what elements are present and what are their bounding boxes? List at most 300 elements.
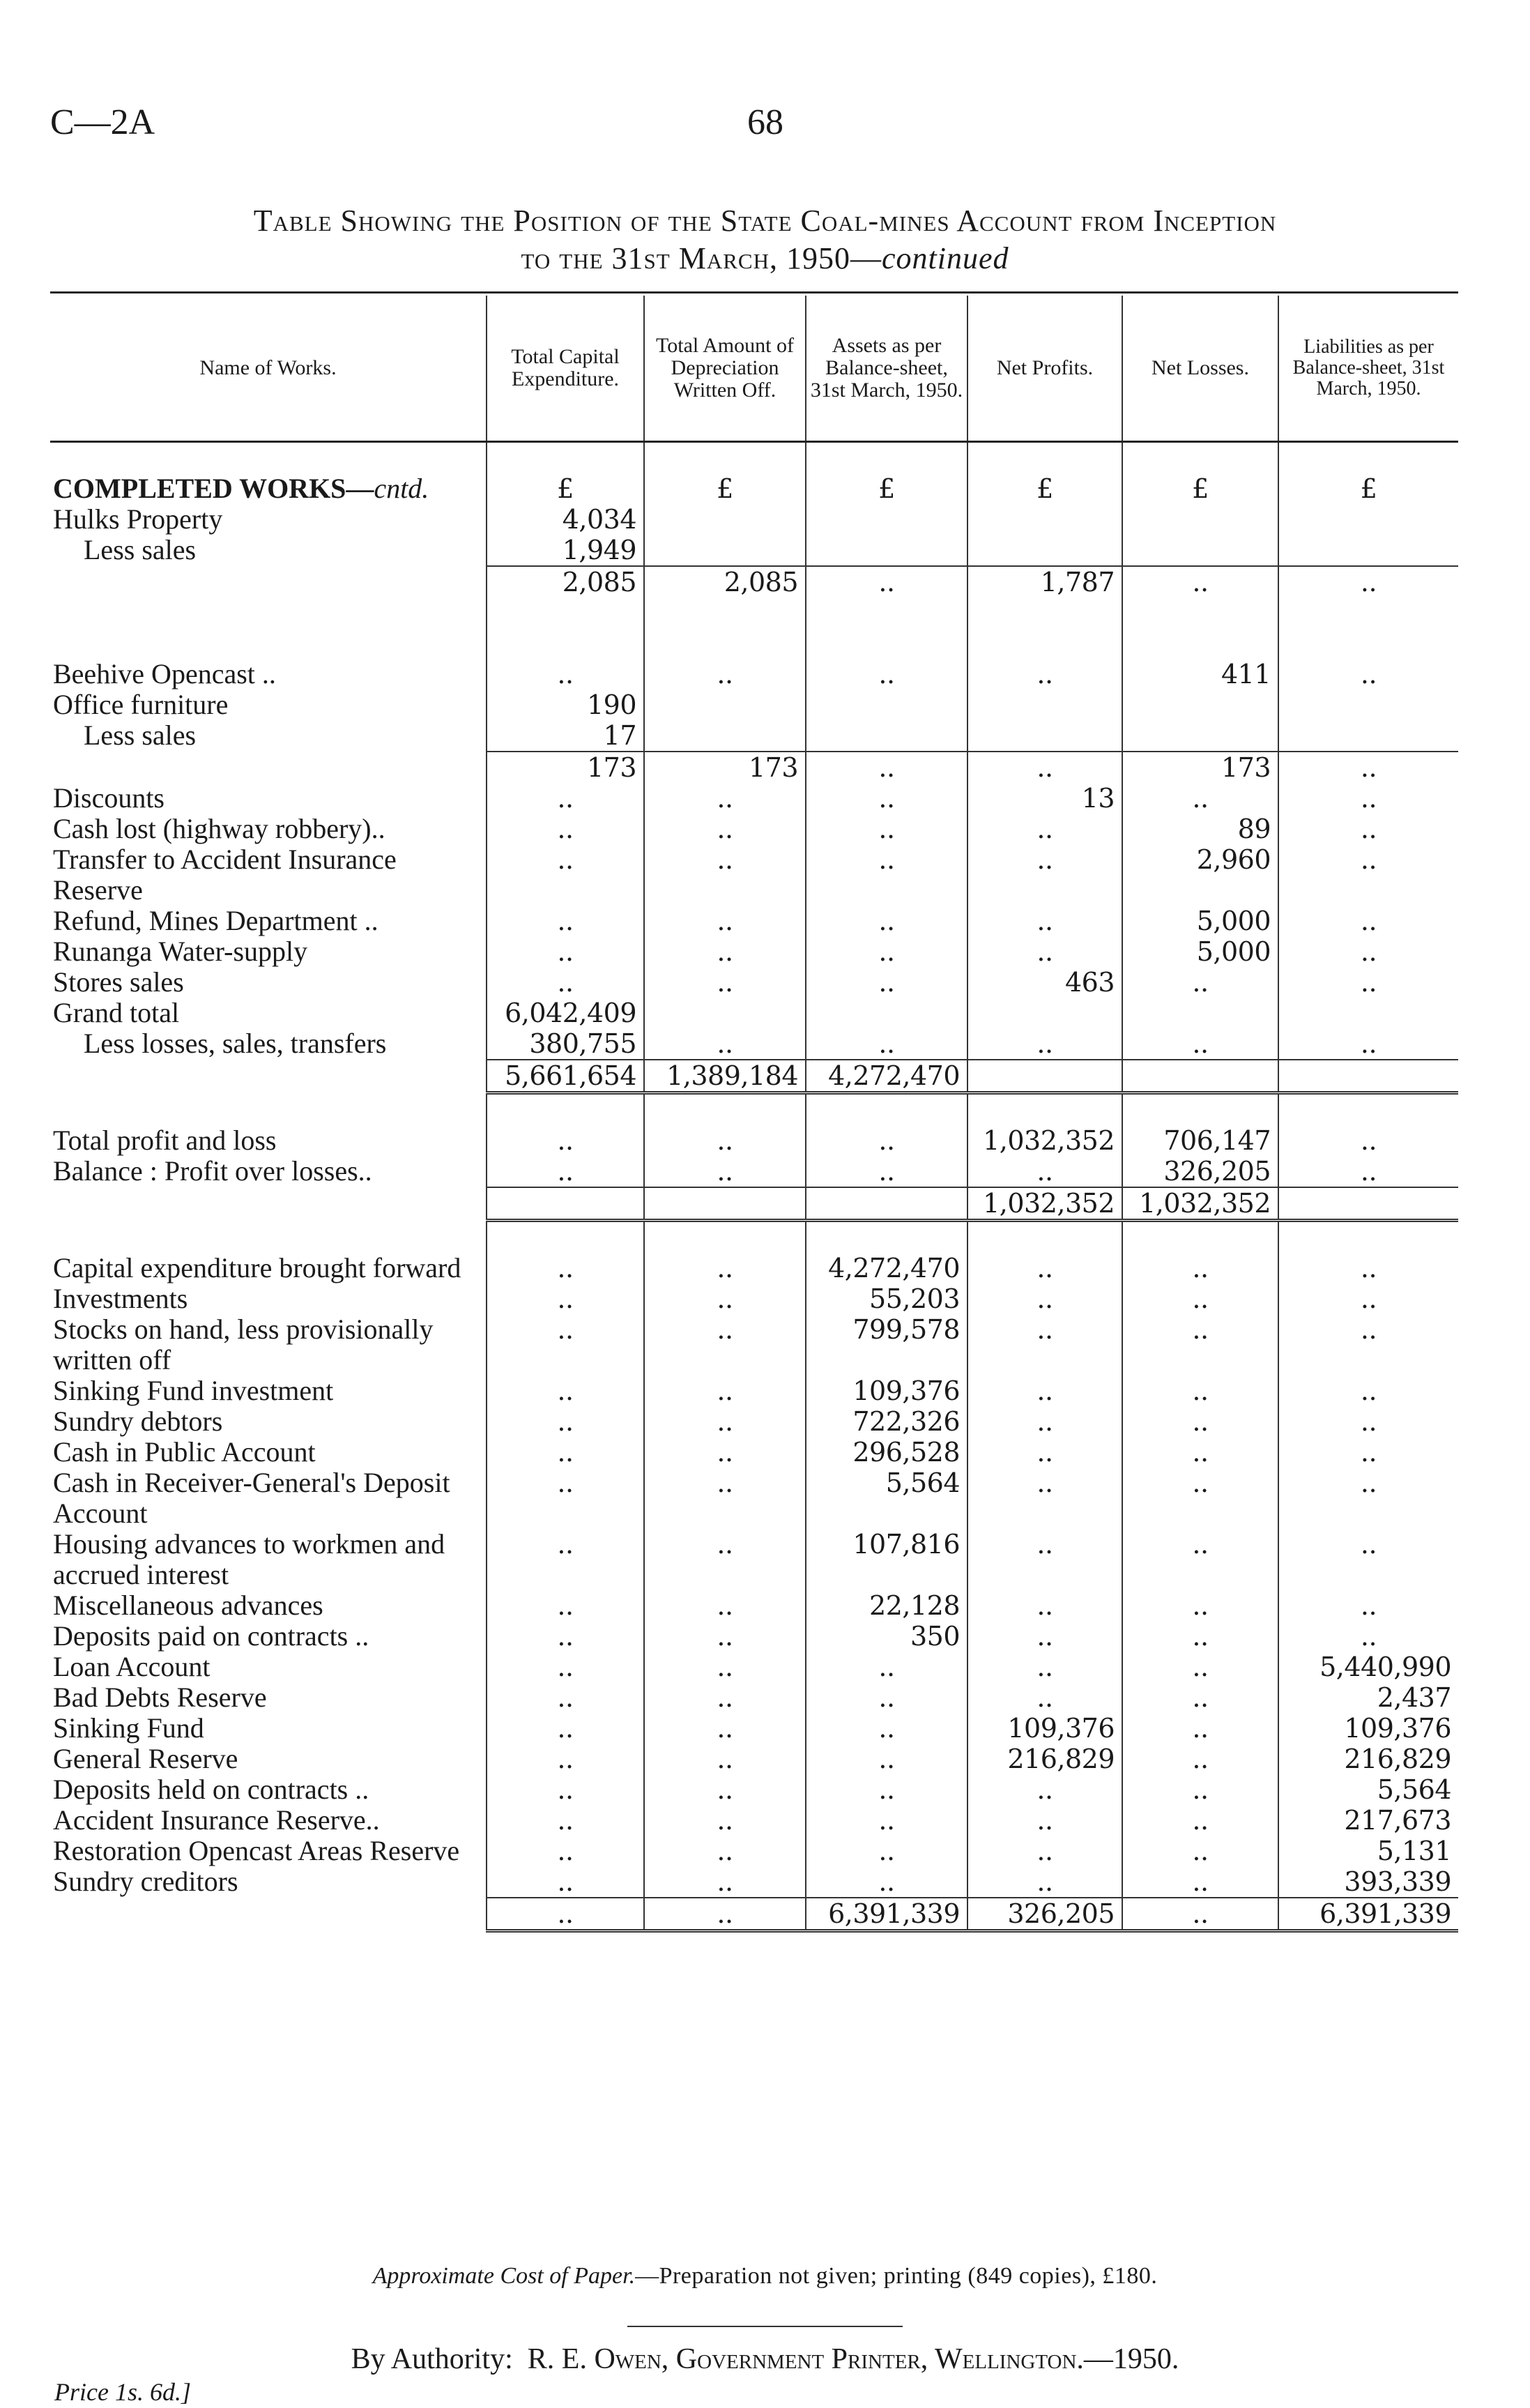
cell-losses: 89 xyxy=(1122,814,1278,844)
row-label: Total profit and loss xyxy=(53,1125,277,1156)
cell-depreciation: 173 xyxy=(644,752,806,783)
row-label: Cash lost (highway robbery).. xyxy=(53,813,385,844)
cell-capital: .. xyxy=(487,1836,644,1866)
cell-capital: .. xyxy=(487,814,644,844)
cell-depreciation: .. xyxy=(644,1866,806,1898)
row-label: Cash in Receiver-General's Deposit Account xyxy=(53,1467,450,1529)
cell-depreciation: .. xyxy=(644,1590,806,1621)
cell-capital: .. xyxy=(487,1774,644,1805)
subtotal-row xyxy=(50,1898,1458,1931)
col-name-of-works: Name of Works. xyxy=(50,296,487,442)
cell-losses: .. xyxy=(1122,1283,1278,1314)
row-label: Deposits held on contracts .. xyxy=(53,1774,369,1805)
table-row xyxy=(50,814,1458,844)
cell-profits: .. xyxy=(967,1621,1122,1652)
cell-assets: .. xyxy=(806,1156,967,1187)
cell-capital: 2,085 xyxy=(487,566,644,597)
spacer-row xyxy=(50,442,1458,474)
cell-profits: .. xyxy=(967,1376,1122,1406)
cell-capital: .. xyxy=(487,1253,644,1283)
row-label: Transfer to Accident Insurance Reserve xyxy=(53,844,397,906)
cell-assets: 4,272,470 xyxy=(806,1060,967,1093)
cell-liabilities: .. xyxy=(1278,1468,1458,1529)
cell-capital: .. xyxy=(487,1156,644,1187)
row-label: Loan Account xyxy=(53,1651,211,1682)
cell-liabilities: .. xyxy=(1278,814,1458,844)
cell-profits: .. xyxy=(967,1314,1122,1376)
row-label: Discounts xyxy=(53,782,165,814)
cell-losses: .. xyxy=(1122,1836,1278,1866)
cell-capital: 17 xyxy=(487,720,644,752)
cell-capital: .. xyxy=(487,906,644,936)
cell-depreciation: 2,085 xyxy=(644,566,806,597)
cell-losses: .. xyxy=(1122,1406,1278,1437)
currency-symbol: £ xyxy=(1278,473,1458,504)
cell-assets: .. xyxy=(806,844,967,906)
cell-losses: 2,960 xyxy=(1122,844,1278,906)
cell-profits xyxy=(967,1060,1122,1093)
col-depreciation: Total Amount of Depreciation Written Off. xyxy=(644,296,806,442)
table-row xyxy=(50,1866,1458,1898)
cell-losses: .. xyxy=(1122,1253,1278,1283)
cell-depreciation: .. xyxy=(644,1437,806,1468)
cell-assets: .. xyxy=(806,936,967,967)
cell-capital: .. xyxy=(487,1314,644,1376)
cell-losses: .. xyxy=(1122,783,1278,814)
cell-losses: .. xyxy=(1122,1621,1278,1652)
page-header xyxy=(50,102,1458,151)
cell-assets: 5,564 xyxy=(806,1468,967,1529)
cell-profits: 1,032,352 xyxy=(967,1125,1122,1156)
table-row xyxy=(50,1376,1458,1406)
row-label: Less losses, sales, transfers xyxy=(84,1028,387,1059)
cell-losses: 326,205 xyxy=(1122,1156,1278,1187)
cell-assets: 107,816 xyxy=(806,1529,967,1590)
cell-capital: .. xyxy=(487,1652,644,1682)
table-row xyxy=(50,1253,1458,1283)
cell-assets xyxy=(806,504,967,535)
cell-losses: .. xyxy=(1122,1866,1278,1898)
cell-capital: 6,042,409 xyxy=(487,998,644,1028)
cell-liabilities xyxy=(1278,504,1458,535)
cell-capital: .. xyxy=(487,1406,644,1437)
row-label: Runanga Water-supply xyxy=(53,936,308,967)
cell-capital: .. xyxy=(487,1125,644,1156)
cell-depreciation: .. xyxy=(644,1028,806,1060)
subtotal-row xyxy=(50,752,1458,783)
table-row xyxy=(50,1774,1458,1805)
table-row xyxy=(50,1682,1458,1713)
coal-mines-account-table xyxy=(50,296,1458,1933)
cell-liabilities xyxy=(1278,1060,1458,1093)
cell-assets xyxy=(806,998,967,1028)
cell-assets: 55,203 xyxy=(806,1283,967,1314)
cell-losses: .. xyxy=(1122,967,1278,998)
cell-liabilities: 5,564 xyxy=(1278,1774,1458,1805)
row-label xyxy=(50,1187,487,1221)
cell-assets xyxy=(806,720,967,752)
imprint-rule xyxy=(627,2326,903,2327)
cell-capital: .. xyxy=(487,1529,644,1590)
cell-profits: .. xyxy=(967,906,1122,936)
subtotal-row xyxy=(50,1060,1458,1093)
cell-liabilities: 2,437 xyxy=(1278,1682,1458,1713)
row-label: Miscellaneous advances xyxy=(53,1590,323,1621)
cell-depreciation: .. xyxy=(644,1468,806,1529)
cell-profits: .. xyxy=(967,1836,1122,1866)
cell-assets: .. xyxy=(806,1836,967,1866)
table-body xyxy=(50,442,1458,1931)
cell-capital: .. xyxy=(487,1898,644,1931)
cell-profits: .. xyxy=(967,1682,1122,1713)
cell-liabilities: .. xyxy=(1278,1590,1458,1621)
cell-assets: .. xyxy=(806,1028,967,1060)
table-row xyxy=(50,1028,1458,1060)
cell-liabilities: .. xyxy=(1278,967,1458,998)
cell-profits: .. xyxy=(967,1652,1122,1682)
cell-liabilities: .. xyxy=(1278,783,1458,814)
cell-liabilities xyxy=(1278,535,1458,566)
cell-capital xyxy=(487,1187,644,1221)
cell-depreciation: .. xyxy=(644,814,806,844)
imprint: By Authority: R. E. Owen, Government Printer, Wellington.—1950. xyxy=(351,2343,1179,2375)
cell-losses xyxy=(1122,535,1278,566)
cell-profits: 463 xyxy=(967,967,1122,998)
page-number: 68 xyxy=(747,102,783,142)
cell-losses: .. xyxy=(1122,1468,1278,1529)
col-assets: Assets as per Balance-sheet, 31st March, 1950. xyxy=(806,296,967,442)
cell-depreciation: .. xyxy=(644,844,806,906)
cell-liabilities: .. xyxy=(1278,1406,1458,1437)
cell-capital: .. xyxy=(487,1468,644,1529)
cell-capital: 4,034 xyxy=(487,504,644,535)
row-label: Capital expenditure brought forward xyxy=(53,1252,461,1283)
cell-capital: .. xyxy=(487,1713,644,1744)
cell-liabilities: .. xyxy=(1278,752,1458,783)
cell-liabilities: .. xyxy=(1278,1529,1458,1590)
table-row xyxy=(50,1805,1458,1836)
cell-losses: .. xyxy=(1122,1314,1278,1376)
cell-losses: .. xyxy=(1122,566,1278,597)
cell-assets xyxy=(806,1187,967,1221)
row-label: Less sales xyxy=(84,534,197,565)
cell-profits: .. xyxy=(967,814,1122,844)
cell-assets: .. xyxy=(806,1713,967,1744)
row-label: Balance : Profit over losses.. xyxy=(53,1155,372,1187)
cell-liabilities xyxy=(1278,1187,1458,1221)
cell-losses: .. xyxy=(1122,1590,1278,1621)
cost-of-paper-note: Approximate Cost of Paper.—Preparation not given; printing (849 copies), £180. xyxy=(372,2263,1158,2289)
col-capital-expenditure: Total Capital Expenditure. xyxy=(487,296,644,442)
section-heading-row xyxy=(50,473,1458,504)
cell-profits: .. xyxy=(967,1805,1122,1836)
cell-losses: .. xyxy=(1122,1774,1278,1805)
cell-capital: .. xyxy=(487,1682,644,1713)
cell-profits xyxy=(967,998,1122,1028)
cell-depreciation xyxy=(644,689,806,720)
cell-depreciation: .. xyxy=(644,1898,806,1931)
table-row xyxy=(50,1314,1458,1376)
cell-liabilities: .. xyxy=(1278,844,1458,906)
cell-profits: .. xyxy=(967,752,1122,783)
cell-capital: 173 xyxy=(487,752,644,783)
cell-capital: 1,949 xyxy=(487,535,644,566)
table-row xyxy=(50,1652,1458,1682)
table-row xyxy=(50,1125,1458,1156)
table-row xyxy=(50,906,1458,936)
cell-depreciation: .. xyxy=(644,1682,806,1713)
subtotal-row xyxy=(50,566,1458,597)
cell-depreciation: .. xyxy=(644,1156,806,1187)
table-row xyxy=(50,1468,1458,1529)
cell-profits: .. xyxy=(967,659,1122,689)
cell-capital: 5,661,654 xyxy=(487,1060,644,1093)
cell-depreciation: 1,389,184 xyxy=(644,1060,806,1093)
cell-assets: .. xyxy=(806,1125,967,1156)
cell-liabilities: .. xyxy=(1278,659,1458,689)
cell-assets: 296,528 xyxy=(806,1437,967,1468)
row-label: Housing advances to workmen and accrued interest xyxy=(53,1528,445,1590)
cell-assets: .. xyxy=(806,1774,967,1805)
cell-assets: .. xyxy=(806,1866,967,1898)
table-row xyxy=(50,1529,1458,1590)
currency-symbol: £ xyxy=(1122,473,1278,504)
cell-liabilities: 216,829 xyxy=(1278,1744,1458,1774)
cell-liabilities xyxy=(1278,998,1458,1028)
cell-losses: 5,000 xyxy=(1122,936,1278,967)
cell-liabilities: 5,440,990 xyxy=(1278,1652,1458,1682)
cell-profits: 326,205 xyxy=(967,1898,1122,1931)
cell-assets: .. xyxy=(806,906,967,936)
cell-liabilities: .. xyxy=(1278,1156,1458,1187)
cell-assets: 22,128 xyxy=(806,1590,967,1621)
cell-capital: .. xyxy=(487,844,644,906)
cell-profits xyxy=(967,720,1122,752)
spacer-row xyxy=(50,597,1458,628)
cell-depreciation: .. xyxy=(644,1529,806,1590)
cell-assets: .. xyxy=(806,1805,967,1836)
row-label: Sinking Fund investment xyxy=(53,1375,334,1406)
cell-losses: .. xyxy=(1122,1682,1278,1713)
cell-profits xyxy=(967,689,1122,720)
document-reference: C—2A xyxy=(50,102,155,142)
row-label: Investments xyxy=(53,1283,188,1314)
cell-losses: .. xyxy=(1122,1028,1278,1060)
cell-assets xyxy=(806,689,967,720)
cell-capital: .. xyxy=(487,967,644,998)
cell-depreciation xyxy=(644,535,806,566)
cell-assets: .. xyxy=(806,967,967,998)
cell-losses: .. xyxy=(1122,1437,1278,1468)
table-row xyxy=(50,998,1458,1028)
cell-profits: .. xyxy=(967,1590,1122,1621)
row-label: Accident Insurance Reserve.. xyxy=(53,1804,380,1836)
cell-assets: 4,272,470 xyxy=(806,1253,967,1283)
table-row xyxy=(50,1621,1458,1652)
cell-depreciation: .. xyxy=(644,936,806,967)
table-row xyxy=(50,504,1458,535)
cell-losses: 173 xyxy=(1122,752,1278,783)
cell-liabilities: .. xyxy=(1278,1283,1458,1314)
cell-depreciation: .. xyxy=(644,1713,806,1744)
cell-capital: .. xyxy=(487,1283,644,1314)
cell-assets: 350 xyxy=(806,1621,967,1652)
row-label: Bad Debts Reserve xyxy=(53,1682,267,1713)
cell-profits: .. xyxy=(967,1283,1122,1314)
cell-depreciation: .. xyxy=(644,659,806,689)
row-label: Beehive Opencast .. xyxy=(53,658,276,689)
table-row xyxy=(50,967,1458,998)
cell-profits: .. xyxy=(967,1406,1122,1437)
row-label: Sundry debtors xyxy=(53,1405,223,1437)
cell-assets: 109,376 xyxy=(806,1376,967,1406)
cell-profits xyxy=(967,504,1122,535)
currency-symbol: £ xyxy=(644,473,806,504)
cell-liabilities: 6,391,339 xyxy=(1278,1898,1458,1931)
cell-liabilities: 5,131 xyxy=(1278,1836,1458,1866)
table-row xyxy=(50,1836,1458,1866)
cell-assets: 722,326 xyxy=(806,1406,967,1437)
cell-losses xyxy=(1122,504,1278,535)
cell-depreciation xyxy=(644,1187,806,1221)
row-label: Sinking Fund xyxy=(53,1712,204,1744)
top-rule xyxy=(50,291,1458,294)
cell-depreciation: .. xyxy=(644,1376,806,1406)
cell-liabilities: .. xyxy=(1278,906,1458,936)
cell-profits: .. xyxy=(967,844,1122,906)
row-label: Restoration Opencast Areas Reserve xyxy=(53,1835,460,1866)
cell-depreciation: .. xyxy=(644,1652,806,1682)
row-label: Office furniture xyxy=(53,689,229,720)
cell-depreciation: .. xyxy=(644,783,806,814)
row-label xyxy=(50,1060,487,1093)
cell-losses xyxy=(1122,1060,1278,1093)
col-liabilities: Liabilities as per Balance-sheet, 31st March, 1950. xyxy=(1278,296,1458,442)
cell-losses: .. xyxy=(1122,1652,1278,1682)
table-row xyxy=(50,783,1458,814)
row-label: Grand total xyxy=(53,997,180,1028)
cell-capital: .. xyxy=(487,659,644,689)
cell-capital: .. xyxy=(487,783,644,814)
table-title xyxy=(0,202,1530,277)
cell-profits: .. xyxy=(967,1253,1122,1283)
section-heading: COMPLETED WORKS—cntd. xyxy=(53,473,429,504)
cell-assets: .. xyxy=(806,1652,967,1682)
cell-assets: .. xyxy=(806,1682,967,1713)
cell-capital: .. xyxy=(487,1437,644,1468)
cell-depreciation: .. xyxy=(644,1253,806,1283)
cell-liabilities: .. xyxy=(1278,1125,1458,1156)
cell-assets: 799,578 xyxy=(806,1314,967,1376)
cell-liabilities xyxy=(1278,720,1458,752)
cell-liabilities: .. xyxy=(1278,1028,1458,1060)
table-row xyxy=(50,1437,1458,1468)
row-label: Less sales xyxy=(84,719,197,751)
cell-losses: .. xyxy=(1122,1805,1278,1836)
cell-profits: .. xyxy=(967,936,1122,967)
cell-liabilities: .. xyxy=(1278,1253,1458,1283)
table-row xyxy=(50,720,1458,752)
cell-depreciation: .. xyxy=(644,1406,806,1437)
cell-assets: .. xyxy=(806,814,967,844)
cell-liabilities: .. xyxy=(1278,936,1458,967)
cell-assets: .. xyxy=(806,752,967,783)
cell-losses: 411 xyxy=(1122,659,1278,689)
cell-depreciation: .. xyxy=(644,1283,806,1314)
cell-losses: 5,000 xyxy=(1122,906,1278,936)
cell-profits: .. xyxy=(967,1468,1122,1529)
spacer-row xyxy=(50,1093,1458,1126)
cell-losses: .. xyxy=(1122,1529,1278,1590)
table-row xyxy=(50,1156,1458,1187)
row-label: Refund, Mines Department .. xyxy=(53,905,378,936)
cell-depreciation: .. xyxy=(644,1836,806,1866)
table-row xyxy=(50,1744,1458,1774)
cell-depreciation xyxy=(644,720,806,752)
title-line-2: to the 31st March, 1950—continued xyxy=(521,241,1009,275)
cell-profits: .. xyxy=(967,1437,1122,1468)
table-row xyxy=(50,659,1458,689)
cell-losses: 1,032,352 xyxy=(1122,1187,1278,1221)
table-row xyxy=(50,1590,1458,1621)
cell-liabilities: 217,673 xyxy=(1278,1805,1458,1836)
cell-capital: .. xyxy=(487,1866,644,1898)
table-row xyxy=(50,1406,1458,1437)
cell-assets: .. xyxy=(806,783,967,814)
row-label xyxy=(50,1898,487,1931)
cell-profits: .. xyxy=(967,1774,1122,1805)
cell-profits: .. xyxy=(967,1156,1122,1187)
cell-capital: .. xyxy=(487,1744,644,1774)
cell-depreciation xyxy=(644,504,806,535)
cell-liabilities: .. xyxy=(1278,1437,1458,1468)
currency-symbol: £ xyxy=(967,473,1122,504)
row-label: Hulks Property xyxy=(53,503,223,535)
cell-capital: .. xyxy=(487,936,644,967)
row-label xyxy=(50,566,487,597)
cell-capital: .. xyxy=(487,1621,644,1652)
cell-depreciation: .. xyxy=(644,1125,806,1156)
col-net-losses: Net Losses. xyxy=(1122,296,1278,442)
table-row xyxy=(50,1283,1458,1314)
cell-depreciation: .. xyxy=(644,1744,806,1774)
cell-profits: 109,376 xyxy=(967,1713,1122,1744)
table-row xyxy=(50,936,1458,967)
row-label: Stocks on hand, less provisionally written off xyxy=(53,1313,434,1376)
cell-depreciation: .. xyxy=(644,906,806,936)
cell-capital: .. xyxy=(487,1805,644,1836)
cell-depreciation: .. xyxy=(644,1805,806,1836)
currency-symbol: £ xyxy=(487,473,644,504)
cell-assets: .. xyxy=(806,659,967,689)
cell-assets xyxy=(806,535,967,566)
cell-losses: .. xyxy=(1122,1376,1278,1406)
cell-depreciation: .. xyxy=(644,1621,806,1652)
cell-losses xyxy=(1122,998,1278,1028)
cell-capital: .. xyxy=(487,1376,644,1406)
cell-losses xyxy=(1122,689,1278,720)
cell-profits: 13 xyxy=(967,783,1122,814)
currency-symbol: £ xyxy=(806,473,967,504)
cell-profits: 1,032,352 xyxy=(967,1187,1122,1221)
cell-profits xyxy=(967,535,1122,566)
cell-profits: 216,829 xyxy=(967,1744,1122,1774)
price: Price 1s. 6d.] xyxy=(54,2378,191,2406)
cell-profits: 1,787 xyxy=(967,566,1122,597)
cell-depreciation: .. xyxy=(644,1774,806,1805)
row-label: Deposits paid on contracts .. xyxy=(53,1620,369,1652)
cell-liabilities: .. xyxy=(1278,566,1458,597)
